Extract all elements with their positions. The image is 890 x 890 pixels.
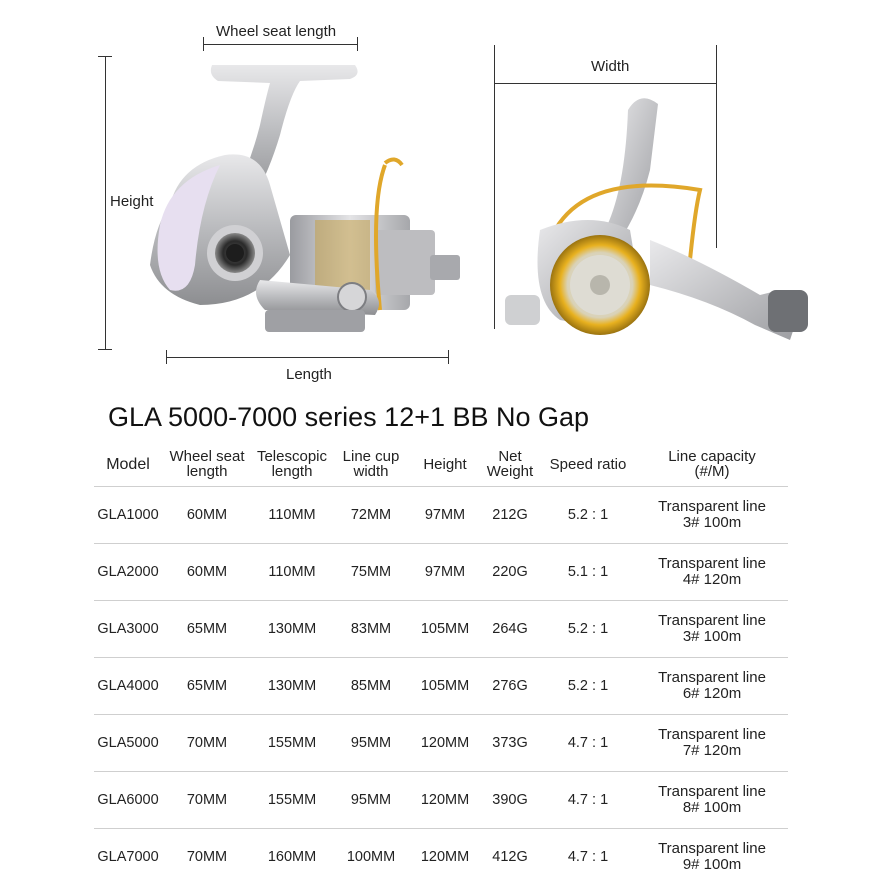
wheel-seat-length-label: Wheel seat length <box>216 23 337 40</box>
column-header: Telescopic length <box>252 442 332 487</box>
table-cell-height: 97MM <box>410 544 480 601</box>
table-cell-weight: 276G <box>480 658 540 715</box>
table-header-row <box>94 442 788 487</box>
table-cell-telescopic: 155MM <box>252 772 332 829</box>
table-cell-capacity: Transparent line 6# 120m <box>636 658 788 715</box>
table-cell-capacity: Transparent line 4# 120m <box>636 544 788 601</box>
table-cell-telescopic: 130MM <box>252 658 332 715</box>
width-tick-left <box>494 45 495 329</box>
table-cell-model: GLA5000 <box>94 715 162 772</box>
table-cell-cup-width: 83MM <box>332 601 410 658</box>
table-cell-ratio: 5.2 : 1 <box>540 487 636 544</box>
table-cell-telescopic: 110MM <box>252 487 332 544</box>
table-cell-capacity: Transparent line 8# 100m <box>636 772 788 829</box>
table-cell-cup-width: 72MM <box>332 487 410 544</box>
spec-table <box>94 442 788 885</box>
table-body <box>94 487 788 886</box>
table-cell-weight: 220G <box>480 544 540 601</box>
wheel-seat-length-tick-left <box>203 37 204 51</box>
column-header: Line capacity (#/M) <box>636 442 788 487</box>
table-cell-model: GLA3000 <box>94 601 162 658</box>
table-cell-wheel-seat: 60MM <box>162 487 252 544</box>
table-cell-cup-width: 100MM <box>346 849 396 865</box>
table-cell-height: 120MM <box>420 849 470 865</box>
table-cell-height: 120MM <box>410 715 480 772</box>
reel-front-view-image <box>500 90 850 380</box>
height-line <box>105 56 106 350</box>
table-cell-telescopic: 110MM <box>252 544 332 601</box>
table-cell-wheel-seat: 70MM <box>186 849 228 865</box>
table-cell-ratio: 5.2 : 1 <box>540 658 636 715</box>
table-cell-weight: 264G <box>480 601 540 658</box>
table-cell-model: GLA4000 <box>94 658 162 715</box>
column-header: Net Weight <box>480 442 540 487</box>
table-cell-ratio: 5.2 : 1 <box>540 601 636 658</box>
wheel-seat-length-tick-right <box>357 37 358 51</box>
table-row <box>94 658 788 715</box>
table-cell-model: GLA7000 <box>97 849 159 865</box>
length-line <box>166 357 449 358</box>
table-cell-ratio: 4.7 : 1 <box>540 715 636 772</box>
height-tick-top <box>98 56 112 57</box>
table-cell-weight: 390G <box>480 772 540 829</box>
table-cell-telescopic: 130MM <box>252 601 332 658</box>
table-cell-model: GLA2000 <box>94 544 162 601</box>
table-cell-weight: 412G <box>492 849 528 865</box>
table-cell-model: GLA1000 <box>94 487 162 544</box>
table-cell-height: 105MM <box>410 658 480 715</box>
table-cell-height: 105MM <box>410 601 480 658</box>
table-cell-cup-width: 95MM <box>332 772 410 829</box>
table-cell-wheel-seat: 65MM <box>162 601 252 658</box>
table-cell-wheel-seat: 70MM <box>162 715 252 772</box>
table-row <box>94 601 788 658</box>
table-cell-weight: 212G <box>480 487 540 544</box>
table-cell-ratio: 4.7 : 1 <box>567 849 609 865</box>
column-header: Model <box>94 442 162 487</box>
table-cell-height: 120MM <box>410 772 480 829</box>
table-cell-capacity: Transparent line 9# 100m <box>658 840 766 873</box>
page-title: GLA 5000-7000 series 12+1 BB No Gap <box>108 402 590 432</box>
column-header: Line cup width <box>332 442 410 487</box>
height-tick-bottom <box>98 349 112 350</box>
table-cell-model: GLA6000 <box>94 772 162 829</box>
table-row <box>94 829 788 886</box>
table-cell-ratio: 5.1 : 1 <box>540 544 636 601</box>
column-header: Wheel seat length <box>162 442 252 487</box>
column-header: Height <box>410 442 480 487</box>
table-cell-wheel-seat: 60MM <box>162 544 252 601</box>
table-cell-capacity: Transparent line 3# 100m <box>636 601 788 658</box>
table-cell-cup-width: 95MM <box>332 715 410 772</box>
table-cell-wheel-seat: 70MM <box>162 772 252 829</box>
table-cell-capacity: Transparent line 3# 100m <box>636 487 788 544</box>
table-row <box>94 715 788 772</box>
column-header: Speed ratio <box>540 442 636 487</box>
width-line <box>495 83 717 84</box>
height-label: Height <box>110 193 154 210</box>
table-row <box>94 544 788 601</box>
table-cell-height: 97MM <box>410 487 480 544</box>
length-label: Length <box>286 366 332 383</box>
table-cell-telescopic: 160MM <box>267 849 317 865</box>
width-label: Width <box>591 58 630 75</box>
table-cell-cup-width: 85MM <box>332 658 410 715</box>
table-row <box>94 772 788 829</box>
table-row <box>94 487 788 544</box>
table-cell-ratio: 4.7 : 1 <box>540 772 636 829</box>
table-cell-weight: 373G <box>480 715 540 772</box>
table-cell-cup-width: 75MM <box>332 544 410 601</box>
table-cell-telescopic: 155MM <box>252 715 332 772</box>
table-cell-wheel-seat: 65MM <box>162 658 252 715</box>
reel-side-view-image <box>140 55 480 355</box>
table-cell-capacity: Transparent line 7# 120m <box>636 715 788 772</box>
wheel-seat-length-line <box>203 44 358 45</box>
